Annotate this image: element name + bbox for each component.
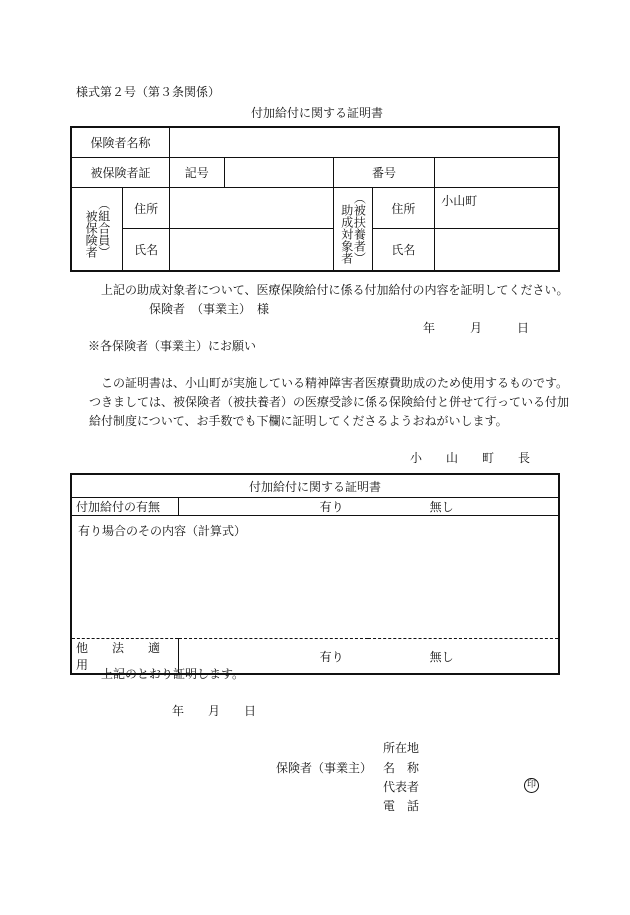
table2-title: 付加給付に関する証明書 (71, 474, 559, 498)
dependent-address-label: 住所 (372, 188, 435, 229)
details-area[interactable] (71, 516, 559, 639)
dependent-vertical-sub: （被扶養者） (352, 191, 367, 264)
seal-icon (524, 776, 539, 793)
insured-vertical-label (71, 188, 123, 272)
form-number: 様式第２号（第３条関係） (76, 85, 221, 99)
existence-no[interactable]: 無し (368, 498, 559, 516)
insured-name-label: 氏名 (123, 229, 170, 271)
cert-day: 日 (244, 704, 257, 718)
name-label: 名 称 (383, 761, 420, 775)
other-law-label: 他 法 適 用 (71, 639, 179, 675)
representative-label: 代表者 (383, 780, 420, 794)
dependent-vertical-text: 助成対象者 (339, 203, 354, 264)
dependent-address-field[interactable]: 小山町 (435, 188, 559, 229)
dependent-name-label: 氏名 (372, 229, 435, 271)
dependent-name-field[interactable] (435, 229, 559, 271)
insured-card-label: 被保険者証 (71, 158, 169, 188)
other-law-no[interactable]: 無し (368, 639, 559, 675)
insured-address-field[interactable] (169, 188, 333, 229)
addressee: 保険者 （事業主） 様 (149, 302, 270, 316)
note-title: ※各保険者（事業主）にお願い (88, 339, 257, 353)
insured-address-label: 住所 (123, 188, 170, 229)
body-line-3: 給付制度について、お手数でも下欄に証明してくださるようおねがいします。 (89, 414, 508, 428)
request-year: 年 (423, 321, 436, 335)
mayor-signature: 小 山 町 長 (410, 451, 531, 465)
details-label: 有り場合のその内容（計算式） (78, 524, 247, 538)
body-line-2: つきましては、被保険者（被扶養者）の医療受診に係る保険給付と併せて行っている付加 (89, 395, 570, 409)
number-label: 番号 (333, 158, 434, 188)
other-law-yes[interactable]: 有り (179, 639, 368, 675)
dependent-vertical-label (333, 188, 372, 272)
body-line-1: この証明書は、小山町が実施している精神障害者医療費助成のため使用するものです。 (101, 376, 569, 390)
existence-yes[interactable]: 有り (179, 498, 368, 516)
insured-info-table (70, 126, 560, 272)
insured-vertical-sub: （組合員） (96, 197, 111, 258)
cert-year: 年 (172, 704, 185, 718)
symbol-label: 記号 (169, 158, 224, 188)
insured-vertical-text: 被保険者 (84, 209, 99, 258)
existence-label: 付加給付の有無 (71, 498, 179, 516)
request-text: 上記の助成対象者について、医療保険給付に係る付加給付の内容を証明してください。 (101, 283, 569, 297)
page-title: 付加給付に関する証明書 (251, 106, 384, 120)
insurer-name-field[interactable] (169, 127, 559, 158)
cert-month: 月 (208, 704, 221, 718)
insured-name-field[interactable] (169, 229, 333, 271)
supplementary-benefit-table (70, 473, 560, 675)
seal-mark: 印 (524, 778, 539, 793)
request-month: 月 (470, 321, 483, 335)
symbol-field[interactable] (224, 158, 333, 188)
certification-text: 上記のとおり証明します。 (101, 667, 245, 681)
request-day: 日 (517, 321, 530, 335)
number-field[interactable] (435, 158, 559, 188)
insurer-label: 保険者（事業主） (276, 761, 373, 775)
location-label: 所在地 (383, 741, 420, 755)
phone-label: 電 話 (383, 799, 420, 813)
insurer-name-label: 保険者名称 (71, 127, 169, 158)
